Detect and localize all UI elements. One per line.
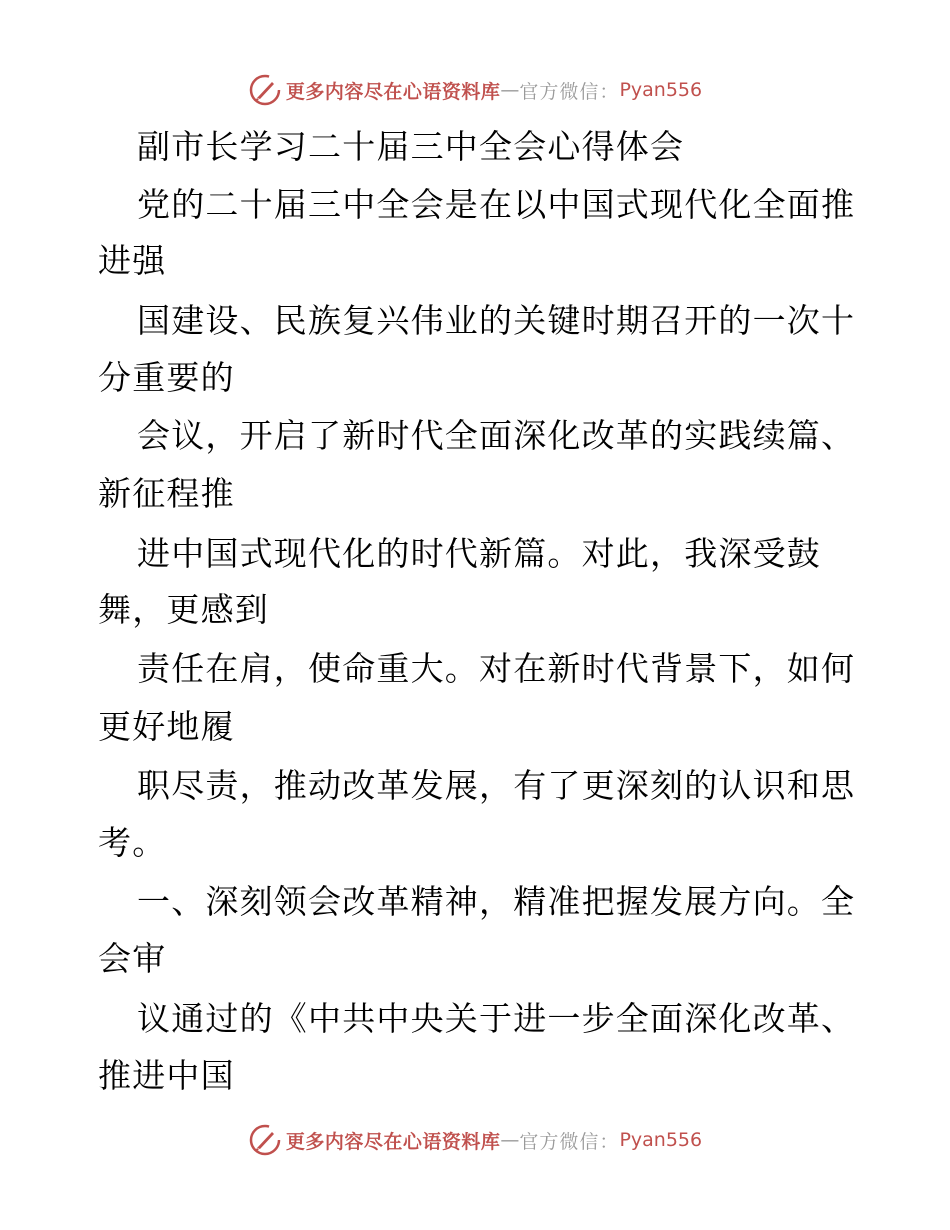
paragraph-line: 更好地履 xyxy=(98,707,235,746)
banner-wechat-id: Pyan556 xyxy=(619,1129,703,1151)
banner-dash: — xyxy=(500,79,520,101)
paragraph-line: 职尽责，推动改革发展，有了更深刻的认识和思 xyxy=(137,766,856,805)
paragraph-line: 国建设、民族复兴伟业的关键时期召开的一次十 xyxy=(137,301,856,340)
paragraph-line: 会议，开启了新时代全面深化改革的实践续篇、 xyxy=(137,416,856,455)
paragraph-line: 议通过的《中共中央关于进一步全面深化改革、 xyxy=(137,999,856,1038)
banner-wechat-label: 官方微信： xyxy=(519,1130,620,1153)
paragraph-line: 进强 xyxy=(98,241,167,280)
footer-banner xyxy=(0,1120,950,1160)
section-heading-line: 一、深刻领会改革精神，精准把握发展方向。全 xyxy=(137,882,856,921)
paragraph-line: 新征程推 xyxy=(98,474,235,513)
paragraph-line: 推进中国 xyxy=(98,1056,235,1095)
paragraph-line: 责任在肩，使命重大。对在新时代背景下，如何 xyxy=(137,649,856,688)
header-banner xyxy=(0,70,950,110)
document-title: 副市长学习二十届三中全会心得体会 xyxy=(137,127,685,166)
banner-text: 更多内容尽在心语资料库 xyxy=(285,1130,501,1153)
quill-pen-logo-icon xyxy=(248,73,282,107)
banner-text: 更多内容尽在心语资料库 xyxy=(285,80,501,103)
paragraph-line: 考。 xyxy=(98,823,167,862)
paragraph-line: 分重要的 xyxy=(98,358,235,397)
banner-wechat-id: Pyan556 xyxy=(619,79,703,101)
paragraph-line: 舞，更感到 xyxy=(98,590,269,629)
quill-pen-logo-icon xyxy=(248,1123,282,1157)
paragraph-line: 党的二十届三中全会是在以中国式现代化全面推 xyxy=(137,185,856,224)
paragraph-line: 会审 xyxy=(98,939,167,978)
paragraph-line: 进中国式现代化的时代新篇。对此，我深受鼓 xyxy=(137,534,821,573)
banner-wechat-label: 官方微信： xyxy=(519,80,620,103)
banner-dash: — xyxy=(500,1129,520,1151)
